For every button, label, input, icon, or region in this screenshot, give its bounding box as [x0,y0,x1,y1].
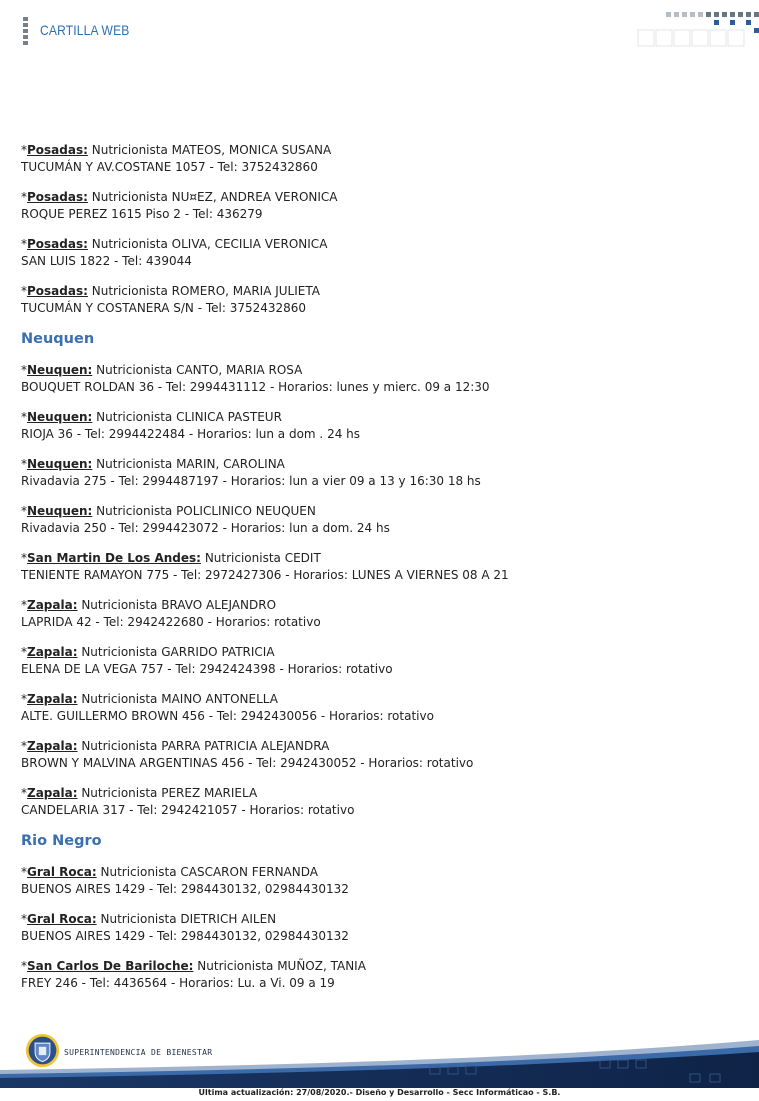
provider-entry [21,911,741,945]
provider-entry [21,691,741,725]
provider-list [21,142,741,1005]
entry-details: ALTE. GUILLERMO BROWN 456 - Tel: 2942430056 - Horarios: rotativo [21,709,434,723]
entry-provider: Nutricionista DIETRICH AILEN [100,912,277,926]
entry-details: BUENOS AIRES 1429 - Tel: 2984430132, 02984430132 [21,929,349,943]
entry-details: Rivadavia 250 - Tel: 2994423072 - Horarios: lun a dom. 24 hs [21,521,390,535]
entry-details: ELENA DE LA VEGA 757 - Tel: 2942424398 - Horarios: rotativo [21,662,393,676]
entry-provider: Nutricionista PARRA PATRICIA ALEJANDRA [81,739,330,753]
entry-details: LAPRIDA 42 - Tel: 2942422680 - Horarios: rotativo [21,615,321,629]
provider-entry [21,597,741,631]
entry-location: Posadas: [27,190,88,204]
entry-provider: Nutricionista MAINO ANTONELLA [81,692,278,706]
entry-header-line: *Zapala: Nutricionista BRAVO ALEJANDRO [21,598,277,612]
entry-location: Zapala: [27,645,78,659]
provider-entry [21,864,741,898]
provider-entry [21,189,741,223]
entry-provider: Nutricionista POLICLINICO NEUQUEN [96,504,316,518]
shield-logo-icon [24,1032,61,1069]
entry-location: Gral Roca: [27,912,97,926]
provider-entry [21,362,741,396]
entry-header-line: *Posadas: Nutricionista NU¤EZ, ANDREA VERONICA [21,190,338,204]
entry-provider: Nutricionista CLINICA PASTEUR [96,410,282,424]
entry-provider: Nutricionista GARRIDO PATRICIA [81,645,275,659]
entry-provider: Nutricionista BRAVO ALEJANDRO [81,598,277,612]
entry-details: BROWN Y MALVINA ARGENTINAS 456 - Tel: 2942430052 - Horarios: rotativo [21,756,474,770]
entry-location: Neuquen: [27,363,93,377]
provider-entry [21,550,741,584]
entry-location: Zapala: [27,598,78,612]
entry-header-line: *San Martin De Los Andes: Nutricionista CEDIT [21,551,321,565]
entry-header-line: *Neuquen: Nutricionista MARIN, CAROLINA [21,457,285,471]
provider-entry [21,785,741,819]
entry-location: San Carlos De Bariloche: [27,959,194,973]
entry-location: Zapala: [27,739,78,753]
entry-provider: Nutricionista PEREZ MARIELA [81,786,258,800]
entry-header-line: *Zapala: Nutricionista GARRIDO PATRICIA [21,645,275,659]
provider-entry [21,283,741,317]
provider-entry [21,958,741,992]
provider-entry [21,738,741,772]
entry-header-line: *Neuquen: Nutricionista CLINICA PASTEUR [21,410,282,424]
header-decoration-icon [636,12,759,48]
organization-name: SUPERINTENDENCIA DE BIENESTAR [64,1048,213,1057]
entry-details: CANDELARIA 317 - Tel: 2942421057 - Horarios: rotativo [21,803,355,817]
entry-location: Neuquen: [27,410,93,424]
entry-header-line: *Neuquen: Nutricionista POLICLINICO NEUQUEN [21,504,316,518]
entry-provider: Nutricionista CASCARON FERNANDA [100,865,318,879]
entry-provider: Nutricionista MUÑOZ, TANIA [197,959,366,973]
entry-header-line: *Zapala: Nutricionista PEREZ MARIELA [21,786,258,800]
provider-entry [21,503,741,537]
entry-provider: Nutricionista CEDIT [204,551,321,565]
entry-provider: Nutricionista OLIVA, CECILIA VERONICA [91,237,328,251]
province-heading: Neuquen [21,331,95,347]
entry-provider: Nutricionista MATEOS, MONICA SUSANA [91,143,332,157]
entry-location: Neuquen: [27,457,93,471]
entry-details: TUCUMÁN Y AV.COSTANE 1057 - Tel: 3752432860 [21,160,318,174]
entry-location: San Martin De Los Andes: [27,551,201,565]
entry-details: BUENOS AIRES 1429 - Tel: 2984430132, 02984430132 [21,882,349,896]
provider-entry [21,456,741,490]
provider-entry [21,142,741,176]
entry-details: TUCUMÁN Y COSTANERA S/N - Tel: 3752432860 [21,301,307,315]
entry-header-line: *Zapala: Nutricionista PARRA PATRICIA ALEJANDRA [21,739,330,753]
provider-entry [21,409,741,443]
entry-header-line: *Zapala: Nutricionista MAINO ANTONELLA [21,692,278,706]
entry-location: Zapala: [27,692,78,706]
last-update-note: Ultima actualización: 27/08/2020.- Diseño y Desarrollo - Secc Informáticao - S.B. [198,1088,561,1097]
entry-provider: Nutricionista MARIN, CAROLINA [96,457,285,471]
footer-wave-banner [0,1036,759,1088]
entry-location: Zapala: [27,786,78,800]
entry-header-line: *Neuquen: Nutricionista CANTO, MARIA ROSA [21,363,303,377]
entry-header-line: *Posadas: Nutricionista ROMERO, MARIA JULIETA [21,284,320,298]
entry-provider: Nutricionista CANTO, MARIA ROSA [96,363,303,377]
entry-location: Neuquen: [27,504,93,518]
entry-location: Posadas: [27,143,88,157]
entry-details: BOUQUET ROLDAN 36 - Tel: 2994431112 - Horarios: lunes y mierc. 09 a 12:30 [21,380,490,394]
entry-location: Posadas: [27,284,88,298]
entry-header-line: *Gral Roca: Nutricionista CASCARON FERNANDA [21,865,318,879]
entry-header-line: *San Carlos De Bariloche: Nutricionista MUÑOZ, TANIA [21,959,366,973]
entry-details: FREY 246 - Tel: 4436564 - Horarios: Lu. a Vi. 09 a 19 [21,976,335,990]
entry-header-line: *Posadas: Nutricionista OLIVA, CECILIA VERONICA [21,237,328,251]
entry-location: Posadas: [27,237,88,251]
province-heading: Rio Negro [21,833,102,849]
entry-provider: Nutricionista ROMERO, MARIA JULIETA [91,284,320,298]
entry-details: RIOJA 36 - Tel: 2994422484 - Horarios: lun a dom . 24 hs [21,427,361,441]
entry-provider: Nutricionista NU¤EZ, ANDREA VERONICA [91,190,338,204]
entry-header-line: *Gral Roca: Nutricionista DIETRICH AILEN [21,912,277,926]
entry-details: SAN LUIS 1822 - Tel: 439044 [21,254,192,268]
entry-details: TENIENTE RAMAYON 775 - Tel: 2972427306 - Horarios: LUNES A VIERNES 08 A 21 [21,568,509,582]
entry-header-line: *Posadas: Nutricionista MATEOS, MONICA SUSANA [21,143,332,157]
entry-details: ROQUE PEREZ 1615 Piso 2 - Tel: 436279 [21,207,263,221]
provider-entry [21,236,741,270]
provider-entry [21,644,741,678]
entry-location: Gral Roca: [27,865,97,879]
entry-details: Rivadavia 275 - Tel: 2994487197 - Horarios: lun a vier 09 a 13 y 16:30 18 hs [21,474,481,488]
page-title: CARTILLA WEB [40,22,130,38]
header-bar-icon [23,17,28,45]
